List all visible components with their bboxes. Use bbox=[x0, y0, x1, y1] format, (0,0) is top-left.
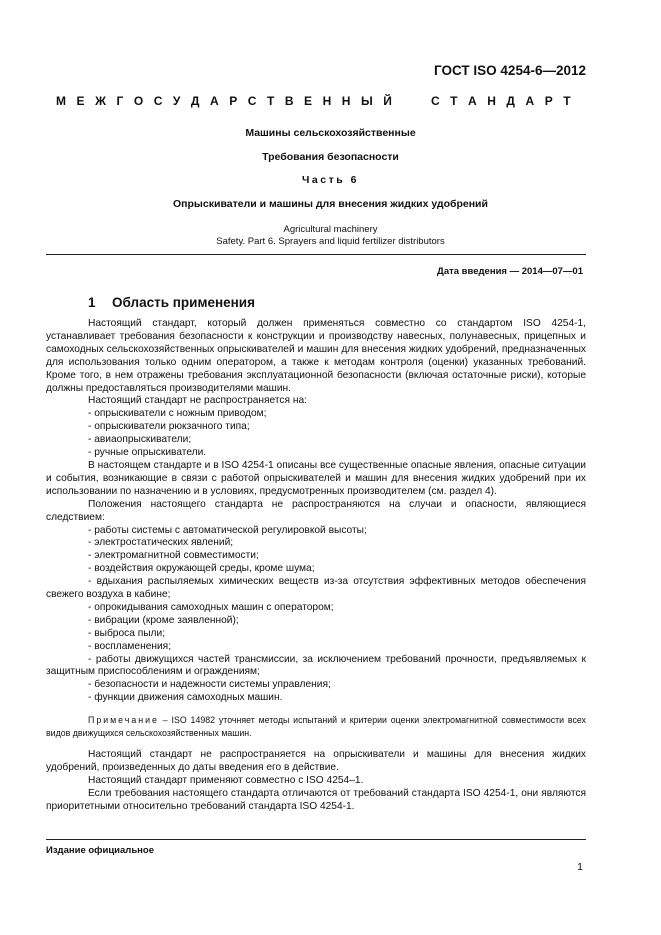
list-item: - электростатических явлений; bbox=[88, 537, 234, 549]
heading-letter: Г bbox=[116, 94, 124, 108]
body-text bbox=[46, 318, 586, 814]
page-number: 1 bbox=[577, 861, 583, 873]
list-item: - функции движения самоходных машин. bbox=[88, 692, 283, 704]
heading-letter: О bbox=[133, 94, 144, 108]
list-item: - вибрации (кроме заявленной); bbox=[88, 614, 239, 626]
introduction-date: Дата введения — 2014—07—01 bbox=[437, 266, 583, 277]
heading-letter: Е bbox=[304, 94, 313, 108]
word-gap bbox=[402, 94, 420, 108]
heading-letter: Т bbox=[563, 94, 571, 108]
list-item: - работы системы с автоматической регулировкой высоты; bbox=[88, 524, 367, 536]
heading-letter: С bbox=[430, 94, 440, 108]
heading-letter: Т bbox=[266, 94, 275, 108]
title-english-2: Safety. Part 6. Sprayers and liquid fertilizer distributors bbox=[216, 236, 445, 247]
section-title: Область применения bbox=[112, 295, 255, 310]
list-item: - опрыскиватели рюкзачного типа; bbox=[88, 421, 250, 433]
paragraph-hazards: В настоящем стандарте и в ISO 4254-1 описаны все существенные опасные явления, опасные ситуации и события, возникающие в связи с работой опрыскивателей и машин для внесения жидких удобрений при их использовании по назначению и в условиях, предусмотренных производителем (см. раздел 4). bbox=[46, 459, 586, 497]
list-item: - ручные опрыскиватели. bbox=[88, 447, 207, 459]
note-label: Примечание bbox=[88, 715, 159, 726]
heading-letter: Р bbox=[229, 94, 238, 108]
heading-letter: Н bbox=[341, 94, 351, 108]
paragraph-not-applicable: Настоящий стандарт не распространяется на: bbox=[88, 395, 308, 407]
heading-letter: Н bbox=[322, 94, 332, 108]
title-english-1: Agricultural machinery bbox=[283, 224, 378, 235]
title-line-1: Машины сельскохозяйственные bbox=[245, 127, 416, 139]
heading-letter: У bbox=[172, 94, 181, 108]
paragraph-priority: Если требования настоящего стандарта отличаются от требований стандарта ISO 4254-1, они являются приоритетными относительно требований стандарта ISO 4254-1. bbox=[46, 787, 586, 812]
heading-letter: А bbox=[209, 94, 219, 108]
heading-letter: Е bbox=[76, 94, 85, 108]
heading-letter: Н bbox=[487, 94, 496, 108]
heading-letter: А bbox=[525, 94, 535, 108]
heading-letter: Р bbox=[544, 94, 553, 108]
note-text: – ISO 14982 уточняет методы испытаний и критерии оценки электромагнитной совместимости всех видов движущихся сельскохозяйственных машин. bbox=[46, 715, 586, 739]
heading-letter: С bbox=[247, 94, 257, 108]
list-item: - авиаопрыскиватели; bbox=[88, 434, 192, 446]
section-number: 1 bbox=[88, 295, 96, 310]
list-item: - безопасности и надежности системы управления; bbox=[88, 679, 331, 691]
heading-letter: С bbox=[153, 94, 163, 108]
heading-letter: Д bbox=[190, 94, 200, 108]
list-item: - электромагнитной совместимости; bbox=[88, 550, 259, 562]
heading-letter: Й bbox=[383, 94, 392, 108]
heading-letter: Ж bbox=[95, 94, 106, 108]
paragraph-joint-use: Настоящий стандарт применяют совместно с ISO 4254–1. bbox=[88, 775, 364, 786]
heading-letter: М bbox=[56, 94, 66, 108]
note bbox=[46, 714, 586, 740]
paragraph-exclusions: Положения настоящего стандарта не распространяются на случаи и опасности, являющиеся следствием: bbox=[46, 498, 586, 523]
heading-letter: А bbox=[468, 94, 477, 108]
heading-letter: Ы bbox=[360, 94, 373, 108]
list-item: - работы движущихся частей трансмиссии, за исключением требований прочности, предъявляемых к защитным приспособлениям и ограждениям; bbox=[46, 653, 586, 678]
list-item: - опрыскиватели с ножным приводом; bbox=[88, 408, 267, 420]
list-excluded-hazards bbox=[46, 525, 586, 706]
list-item: - выброса пыли; bbox=[88, 627, 166, 639]
section-heading bbox=[88, 295, 255, 310]
paragraph-production-date: Настоящий стандарт не распространяется на опрыскиватели и машины для внесения жидких удобрений, произведенных до даты введения его в действие. bbox=[46, 749, 586, 774]
list-excluded-machines bbox=[46, 408, 586, 460]
list-item: - воздействия окружающей среды, кроме шума; bbox=[88, 563, 315, 575]
standard-number: ГОСТ ISO 4254-6—2012 bbox=[434, 63, 586, 78]
paragraph-scope: Настоящий стандарт, который должен применяться совместно со стандартом ISO 4254-1, устанавливает требования безопасности к конструкции и производству навесных, полунавесных, прицепных и самоходных сельскохозяйственных опрыскивателей и машин для внесения жидких удобрений, предназначенных для использования только одним оператором, а также к методам контроля (оценки) указанных требований. Кроме того, в нем отражены требования эксплуатационной безопасности (включая остаточные риски), которые должны предоставляться производителями машин. bbox=[46, 318, 586, 394]
divider-top bbox=[46, 254, 586, 255]
divider-bottom bbox=[46, 839, 586, 840]
heading-letter: Т bbox=[450, 94, 458, 108]
title-part: Часть 6 bbox=[302, 174, 359, 186]
title-line-3: Опрыскиватели и машины для внесения жидких удобрений bbox=[173, 198, 488, 210]
official-edition: Издание официальное bbox=[46, 845, 154, 856]
list-item: - вдыхания распыляемых химических веществ из-за отсутствия эффективных методов обеспечения свежего воздуха в кабине; bbox=[46, 576, 586, 601]
interstate-standard-heading bbox=[56, 94, 571, 108]
list-item: - опрокидывания самоходных машин с оператором; bbox=[88, 601, 334, 613]
heading-letter: Д bbox=[506, 94, 515, 108]
list-item: - воспламенения; bbox=[88, 640, 172, 652]
title-line-2: Требования безопасности bbox=[262, 151, 399, 163]
heading-letter: В bbox=[284, 94, 294, 108]
